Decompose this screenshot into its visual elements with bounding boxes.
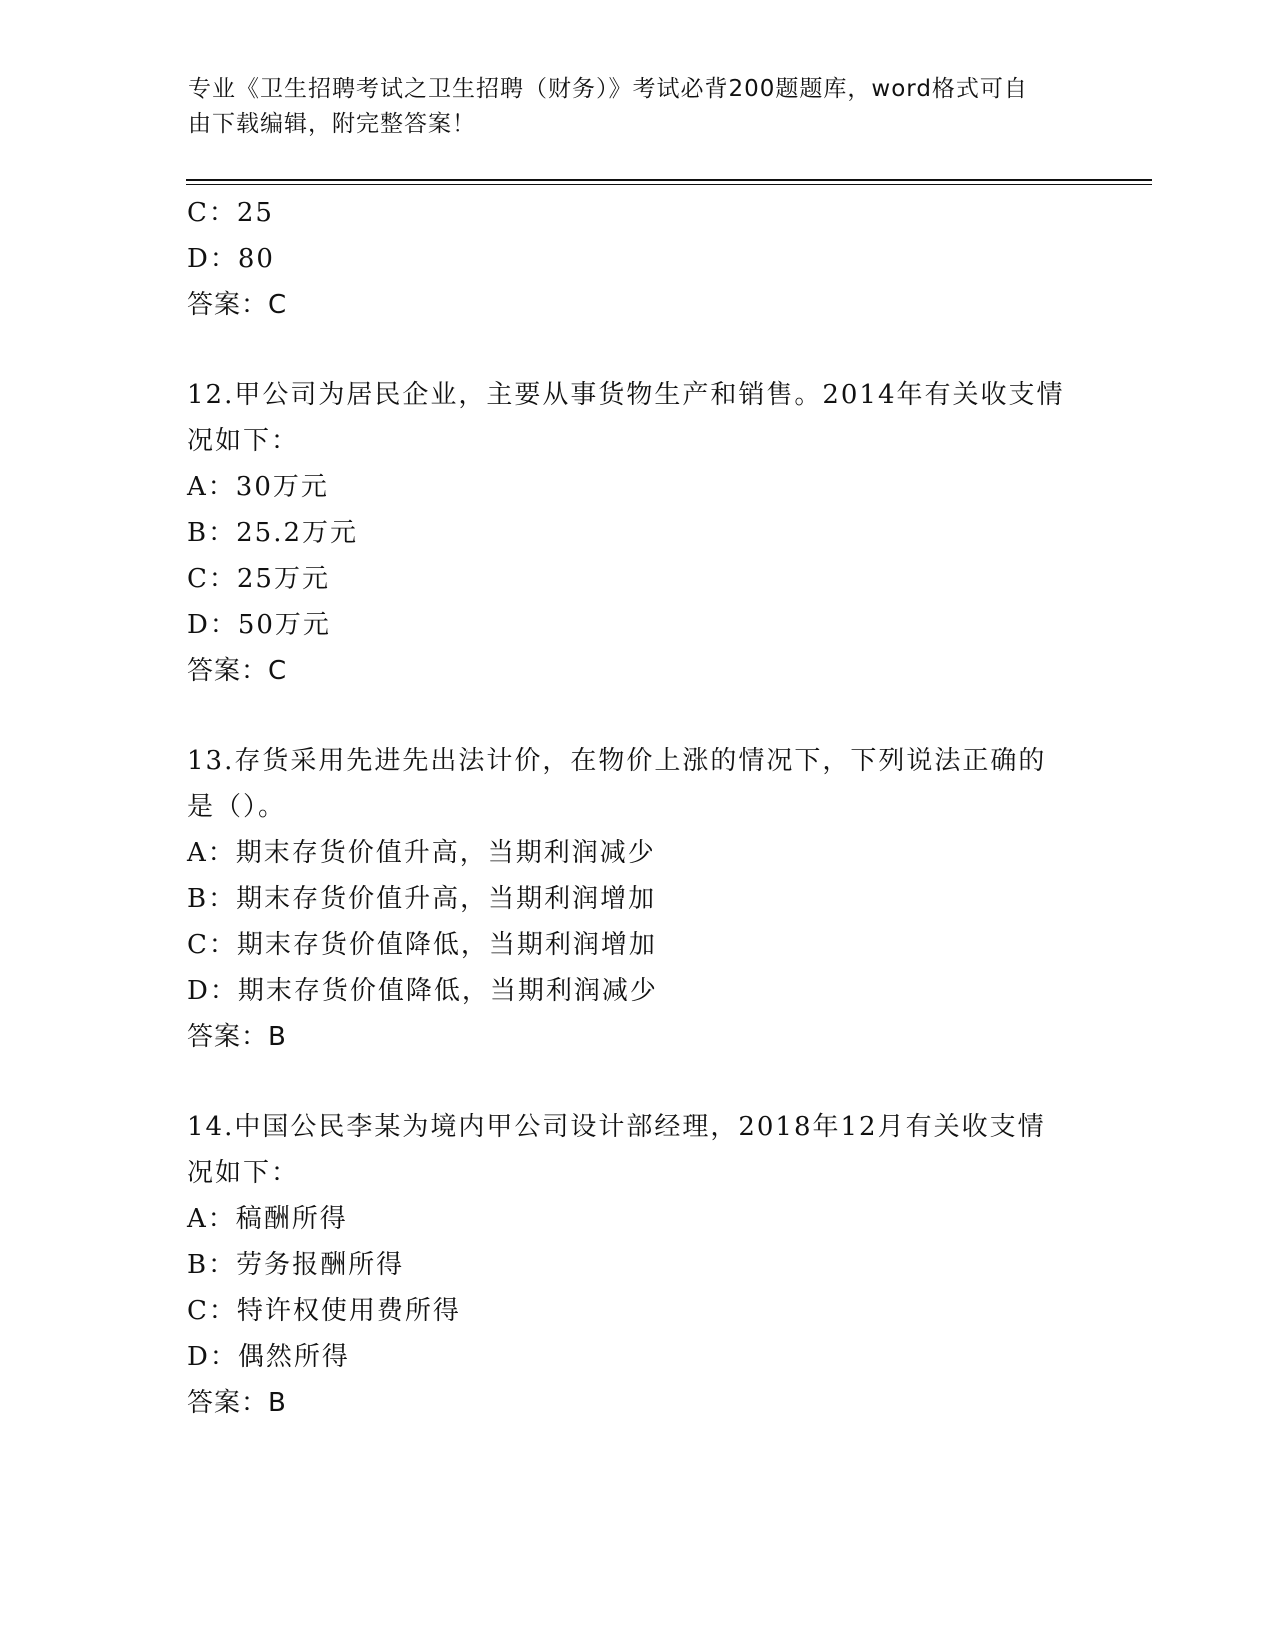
- question-12: [187, 372, 1087, 694]
- document-body: [187, 190, 1087, 1426]
- spacer: [187, 328, 1087, 372]
- question-14: [187, 1104, 1087, 1426]
- option-d: D：50万元: [187, 610, 331, 640]
- header-line-2: 由下载编辑，附完整答案！: [188, 111, 476, 137]
- spacer: [187, 694, 1087, 738]
- answer: 答案：C: [187, 656, 288, 686]
- option-a: A：期末存货价值升高，当期利润减少: [187, 838, 656, 868]
- partial-question: [187, 190, 1087, 328]
- option-a: A：30万元: [187, 472, 329, 502]
- option-c: C：期末存货价值降低，当期利润增加: [187, 930, 657, 960]
- header-rule-thick: [186, 179, 1152, 181]
- option-c: C：特许权使用费所得: [187, 1296, 461, 1326]
- option-c: C：25万元: [187, 564, 330, 594]
- question-stem: 13.存货采用先进先出法计价，在物价上涨的情况下，下列说法正确的: [187, 746, 1047, 776]
- question-stem: 是（）。: [187, 792, 287, 822]
- option-a: A：稿酬所得: [187, 1204, 348, 1234]
- answer: 答案：B: [187, 1388, 287, 1418]
- header-rule-thin: [186, 184, 1152, 185]
- option-b: B：25.2万元: [187, 518, 358, 548]
- header-line-1: 专业《卫生招聘考试之卫生招聘（财务）》考试必背200题题库，word格式可自: [188, 76, 1028, 102]
- answer: 答案：B: [187, 1022, 287, 1052]
- answer: 答案：C: [187, 290, 288, 320]
- document-header: [188, 72, 1068, 142]
- option-b: B：劳务报酬所得: [187, 1250, 405, 1280]
- question-stem: 况如下：: [187, 426, 300, 456]
- option-c: C：25: [187, 198, 274, 228]
- question-13: [187, 738, 1087, 1060]
- spacer: [187, 1060, 1087, 1104]
- option-d: D：偶然所得: [187, 1342, 350, 1372]
- question-stem: 14.中国公民李某为境内甲公司设计部经理，2018年12月有关收支情: [187, 1112, 1046, 1142]
- question-stem: 12.甲公司为居民企业，主要从事货物生产和销售。2014年有关收支情: [187, 380, 1065, 410]
- question-stem: 况如下：: [187, 1158, 300, 1188]
- option-d: D：80: [187, 244, 275, 274]
- option-d: D：期末存货价值降低，当期利润减少: [187, 976, 658, 1006]
- option-b: B：期末存货价值升高，当期利润增加: [187, 884, 657, 914]
